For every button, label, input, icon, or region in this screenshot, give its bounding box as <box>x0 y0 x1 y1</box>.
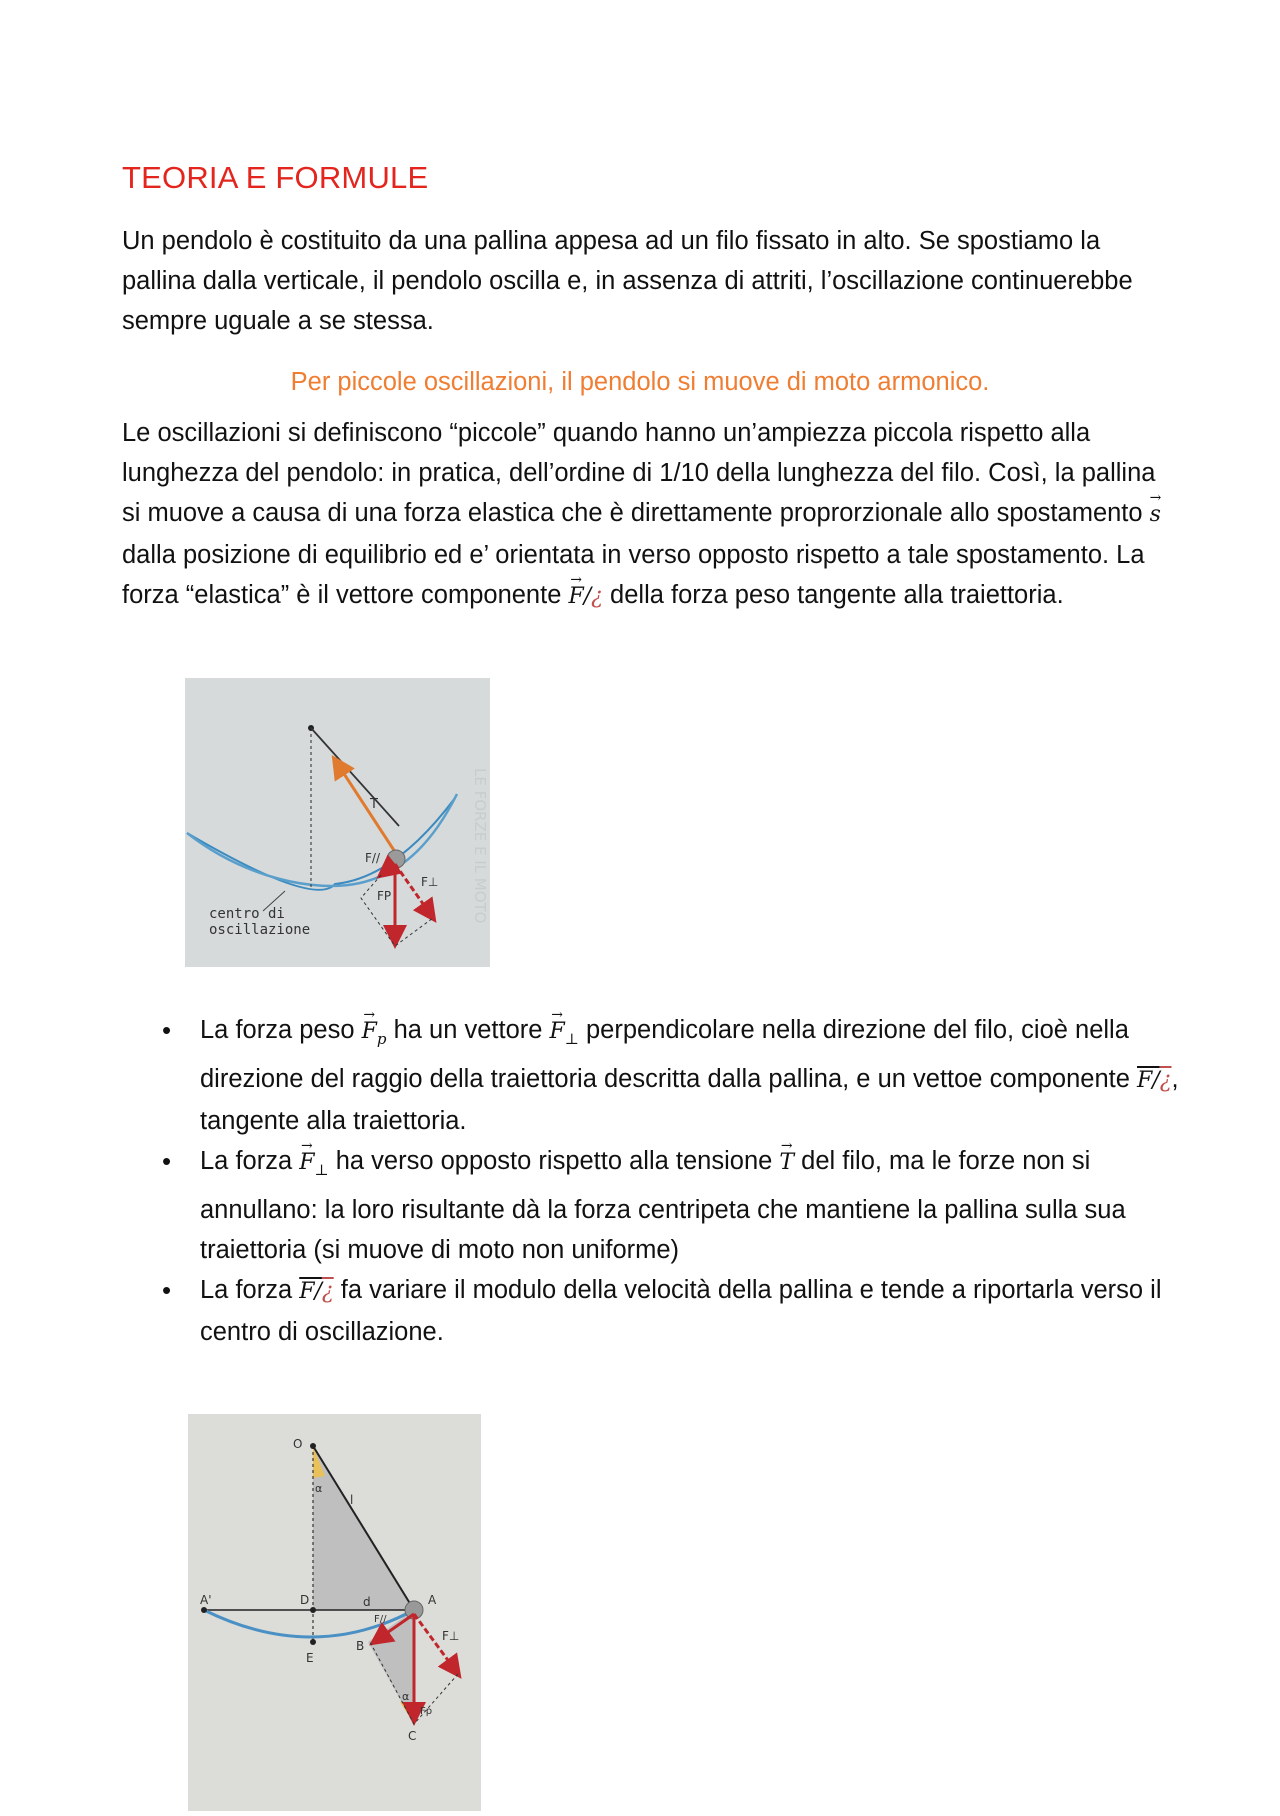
trajectory-arc <box>187 798 455 890</box>
label-O: O <box>293 1437 303 1451</box>
fperp-vector: → F <box>299 1143 314 1183</box>
label-E: E <box>306 1651 314 1665</box>
section-heading: TEORIA E FORMULE <box>122 160 429 195</box>
point-O <box>310 1443 316 1449</box>
label-Fperp: F⊥ <box>421 875 439 889</box>
label-C: C <box>408 1729 417 1743</box>
highlight-sentence: Per piccole oscillazioni, il pendolo si muove di moto armonico. <box>290 368 990 396</box>
point-Aprime <box>201 1607 207 1613</box>
label-alpha-top: α <box>315 1482 323 1495</box>
watermark: LE FORZE E IL MOTO <box>471 768 489 924</box>
pendulum-forces-diagram <box>185 678 490 967</box>
fperp-arrow <box>395 864 433 918</box>
pendulum-geometry-diagram <box>188 1414 481 1811</box>
label-Fpar: F// <box>365 851 380 865</box>
pendulum-forces-figure <box>185 678 490 967</box>
label-alpha-bottom: α <box>402 1690 410 1703</box>
label-Fperp-2: F⊥ <box>442 1629 460 1643</box>
label-Fp-2: Fp <box>420 1706 433 1717</box>
t-vector: → T <box>779 1143 794 1183</box>
oscillation-paragraph <box>122 413 1172 617</box>
oscillation-text-2: dalla posizione di equilibrio ed e’ orientata in verso opposto rispetto a tale spostamento. La forza “elastica” è il vettore componente <box>122 541 1145 609</box>
label-Fp: FP <box>377 889 392 903</box>
label-B: B <box>356 1639 365 1653</box>
caption-line-2: oscillazione <box>209 922 311 938</box>
missing-glyph: ¿ <box>591 584 603 609</box>
pendulum-geometry-figure <box>188 1414 481 1811</box>
f-vector-symbol: → F <box>568 577 583 617</box>
forces-bullet-list <box>122 1010 1182 1352</box>
oscillation-text-3: della forza peso tangente alla traiettoria. <box>602 581 1064 609</box>
fp-vector: → F <box>362 1012 377 1052</box>
slash-symbol: / <box>583 584 592 609</box>
trajectory-arc-smooth <box>187 794 457 886</box>
caption-line-1: centro di <box>209 906 285 922</box>
label-T: T <box>370 797 378 812</box>
intro-paragraph: Un pendolo è costituito da una pallina appesa ad un filo fissato in alto. Se spostiamo la pallina dalla verticale, il pendolo oscilla e, in assenza di attriti, l’oscillazione continuerebbe sempre uguale a se stessa. <box>122 227 1133 335</box>
fslash-vector: F/ <box>299 1279 322 1305</box>
fslash-vector: F/ <box>1137 1068 1160 1094</box>
label-D: D <box>300 1593 310 1607</box>
label-Fpar-2: F// <box>374 1614 387 1625</box>
bullet-item-2: • La forza → $F_\perp$ ha verso opposto rispetto alla tensione → T del filo, ma le forze non si annullano: la loro risultante dà la forza centripeta che mantiene la pallina sulla sua traiettoria (si muove di moto non uniforme) <box>122 1141 1182 1270</box>
oscillation-text-1: Le oscillazioni si definiscono “piccole” quando hanno un’ampiezza piccola rispetto alla lunghezza del pendolo: in pratica, dell’ordine di 1/10 della lunghezza del filo. Così, la pallina si muove a causa di una forza elastica che è direttamente proprorzionale allo spostamento <box>122 419 1156 527</box>
label-d: d <box>363 1595 371 1609</box>
tension-arrow <box>335 760 399 858</box>
point-E <box>310 1639 316 1645</box>
fperp-arrow-2 <box>414 1614 458 1674</box>
alpha-wedge-bottom <box>400 1702 414 1724</box>
bullet-item-1: • La forza peso → $F_p$ ha un vettore → $F_\perp$ perpendicolare nella direzione del filo, cioè nella direzione del raggio della traiettoria descritta dalla pallina, e un vettoe componente F/¿, tangente alla traiettoria. <box>122 1010 1182 1141</box>
fperp-vector: → F <box>550 1012 565 1052</box>
s-vector-symbol: → s <box>1150 495 1161 535</box>
string-line <box>311 728 399 826</box>
label-l: l <box>350 1493 354 1507</box>
label-Aprime: A' <box>200 1593 212 1607</box>
label-A: A <box>428 1593 437 1607</box>
point-D <box>310 1607 316 1613</box>
bullet-item-3: • La forza F/¿ fa variare il modulo della velocità della pallina e tende a riportarla verso il centro di oscillazione. <box>122 1270 1182 1352</box>
